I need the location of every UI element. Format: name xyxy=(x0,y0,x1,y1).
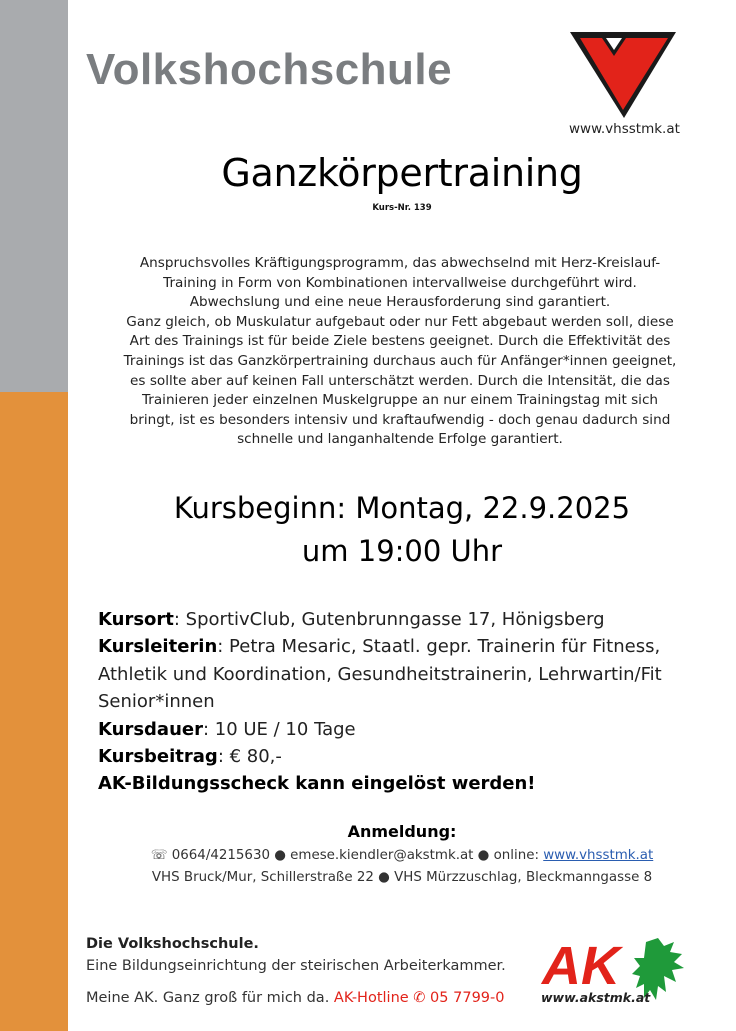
course-description xyxy=(100,254,700,450)
description-line: schnelle und langanhaltende Erfolge garantiert. xyxy=(237,431,563,448)
description-line: bringt, ist es besonders intensiv und kraftaufwendig - doch genau dadurch sind xyxy=(129,411,671,428)
detail-duration-value: : 10 UE / 10 Tage xyxy=(202,718,356,740)
registration-title: Anmeldung: xyxy=(347,822,457,841)
vhs-website: www.vhsstmk.at xyxy=(569,121,680,137)
detail-instructor-value: : Petra Mesaric, Staatl. gepr. Trainerin für Fitness, xyxy=(217,636,661,658)
registration-phone-email: ☏ 0664/4215630 ● emese.kiendler@akstmk.at ● online: xyxy=(150,848,544,863)
description-line: Anspruchsvolles Kräftigungsprogramm, das abwechselnd mit Herz-Kreislauf- xyxy=(139,255,661,271)
education-voucher-note: AK-Bildungsscheck kann eingelöst werden! xyxy=(98,773,536,795)
detail-instructor-cont: Senior*innen xyxy=(98,691,215,713)
footer-heading: Die Volkshochschule. xyxy=(86,936,259,952)
detail-fee-label: Kursbeitrag xyxy=(98,746,218,768)
detail-instructor xyxy=(98,633,698,660)
detail-duration-label: Kursdauer xyxy=(98,718,203,740)
description-line: Abwechslung und eine neue Herausforderung sind garantiert. xyxy=(189,294,611,311)
detail-fee xyxy=(98,743,698,770)
course-start xyxy=(68,487,736,573)
description-line: Trainieren jeder einzelnen Muskelgruppe an nur einem Trainingstag mit sich xyxy=(141,392,659,409)
description-line: es sollte aber auf keinen Fall unterschätzt werden. Durch die Intensität, die das xyxy=(130,372,670,389)
footer-subline: Eine Bildungseinrichtung der steirischen Arbeiterkammer. xyxy=(86,958,506,974)
detail-fee-value: : € 80,- xyxy=(217,746,282,768)
detail-location-label: Kursort xyxy=(98,609,174,630)
detail-instructor-label: Kursleiterin xyxy=(98,636,218,658)
course-details xyxy=(98,606,698,798)
registration-addresses: VHS Bruck/Mur, Schillerstraße 22 ● VHS Mürzzuschlag, Bleckmanngasse 8 xyxy=(151,870,653,885)
description-line: Ganz gleich, ob Muskulatur aufgebaut oder nur Fett abgebaut werden soll, diese xyxy=(126,313,674,330)
ak-website: www.akstmk.at xyxy=(541,990,651,1005)
brand-title: Volkshochschule xyxy=(86,45,453,94)
course-start-time: um 19:00 Uhr xyxy=(301,534,503,568)
sidebar-grey-band xyxy=(0,0,68,392)
registration-online-link[interactable]: www.vhsstmk.at xyxy=(543,848,654,863)
vhs-logo-icon xyxy=(566,26,680,122)
description-line: Training in Form von Kombinationen intervallweise durchgeführt wird. xyxy=(163,274,637,291)
sidebar-orange-band xyxy=(0,392,68,1031)
detail-instructor-cont: Athletik und Koordination, Gesundheitstrainerin, Lehrwartin/Fit xyxy=(98,663,662,685)
ak-logo-text: AK xyxy=(542,936,620,996)
footer-slogan-text: Meine AK. Ganz groß für mich da. xyxy=(86,990,334,1006)
course-number: Kurs-Nr. 139 xyxy=(372,203,432,213)
course-start-date: Kursbeginn: Montag, 22.9.2025 xyxy=(173,491,631,525)
ak-hotline: AK-Hotline ✆ 05 7799-0 xyxy=(333,990,505,1006)
description-line: Art des Trainings ist für beide Ziele bestens geeignet. Durch die Effektivität des xyxy=(129,333,671,350)
detail-location-value: : SportivClub, Gutenbrunngasse 17, Hönigsberg xyxy=(173,609,605,630)
course-title: Ganzkörpertraining xyxy=(221,151,583,195)
footer-slogan xyxy=(86,990,504,1006)
detail-duration xyxy=(98,716,698,743)
description-line: Trainings ist das Ganzkörpertraining durchaus auch für Anfänger*innen geeignet, xyxy=(123,352,677,369)
registration-contacts xyxy=(68,848,736,863)
detail-location xyxy=(98,606,698,633)
